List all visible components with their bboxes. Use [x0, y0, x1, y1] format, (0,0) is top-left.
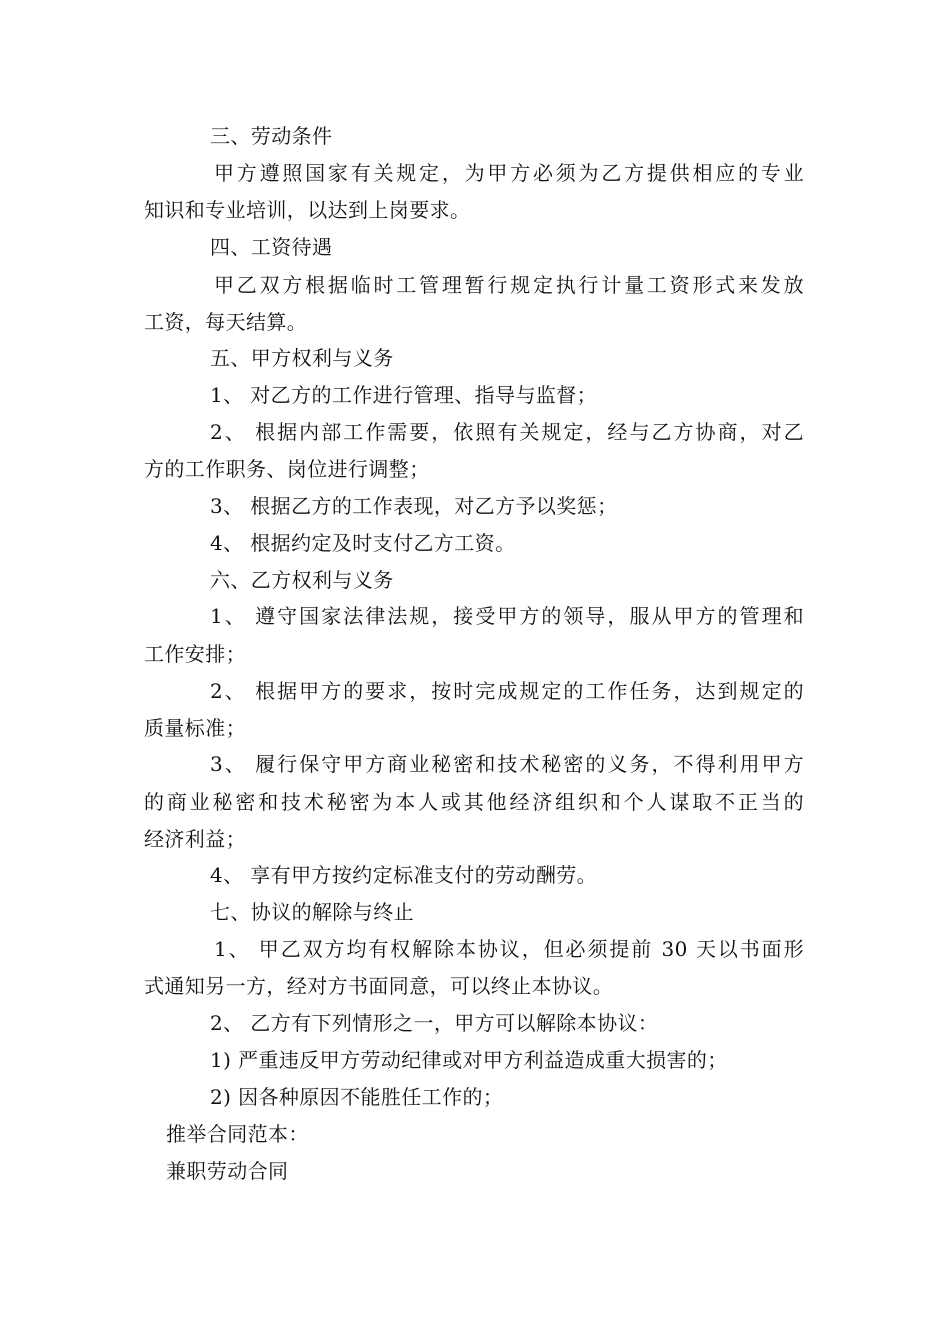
list-item: 4、 享有甲方按约定标准支付的劳动酬劳。 [210, 863, 598, 887]
paragraph-line: 工资，每天结算。 [144, 310, 308, 334]
list-item: 3、 履行保守甲方商业秘密和技术秘密的义务，不得利用甲方 [210, 752, 804, 776]
list-item: 1、 对乙方的工作进行管理、指导与监督； [210, 383, 598, 407]
section-heading-termination: 七、协议的解除与终止 [210, 900, 414, 924]
list-item: 2、 乙方有下列情形之一，甲方可以解除本协议： [210, 1011, 659, 1035]
list-item: 1、 遵守国家法律法规，接受甲方的领导，服从甲方的管理和 [210, 604, 804, 628]
list-item: 3、 根据乙方的工作表现，对乙方予以奖惩； [210, 494, 618, 518]
section-heading-labor-conditions: 三、劳动条件 [210, 124, 333, 148]
section-heading-party-a-rights: 五、甲方权利与义务 [210, 346, 394, 370]
list-item: 2、 根据内部工作需要，依照有关规定，经与乙方协商，对乙 [210, 420, 804, 444]
paragraph-line: 方的工作职务、岗位进行调整； [144, 457, 430, 481]
list-item: 4、 根据约定及时支付乙方工资。 [210, 531, 516, 555]
list-item: 2、 根据甲方的要求，按时完成规定的工作任务，达到规定的 [210, 679, 804, 703]
sub-list-item: 1) 严重违反甲方劳动纪律或对甲方利益造成重大损害的； [210, 1048, 728, 1072]
section-heading-wages: 四、工资待遇 [210, 235, 333, 259]
section-heading-party-b-rights: 六、乙方权利与义务 [210, 568, 394, 592]
paragraph-line: 甲乙双方根据临时工管理暂行规定执行计量工资形式来发放 [214, 273, 804, 297]
paragraph-line: 的商业秘密和技术秘密为本人或其他经济组织和个人谋取不正当的 [144, 790, 804, 814]
paragraph-line: 质量标准； [144, 716, 246, 740]
recommended-templates-label: 推举合同范本： [166, 1122, 309, 1146]
paragraph-line: 式通知另一方，经对方书面同意，可以终止本协议。 [144, 974, 614, 998]
paragraph-line: 经济利益； [144, 827, 246, 851]
list-item: 1、 甲乙双方均有权解除本协议，但必须提前 30 天以书面形 [214, 937, 804, 961]
paragraph-line: 甲方遵照国家有关规定，为甲方必须为乙方提供相应的专业 [214, 161, 804, 185]
related-contract-title: 兼职劳动合同 [166, 1159, 289, 1183]
sub-list-item: 2) 因各种原因不能胜任工作的； [210, 1085, 504, 1109]
paragraph-line: 知识和专业培训，以达到上岗要求。 [144, 198, 471, 222]
paragraph-line: 工作安排； [144, 642, 246, 666]
